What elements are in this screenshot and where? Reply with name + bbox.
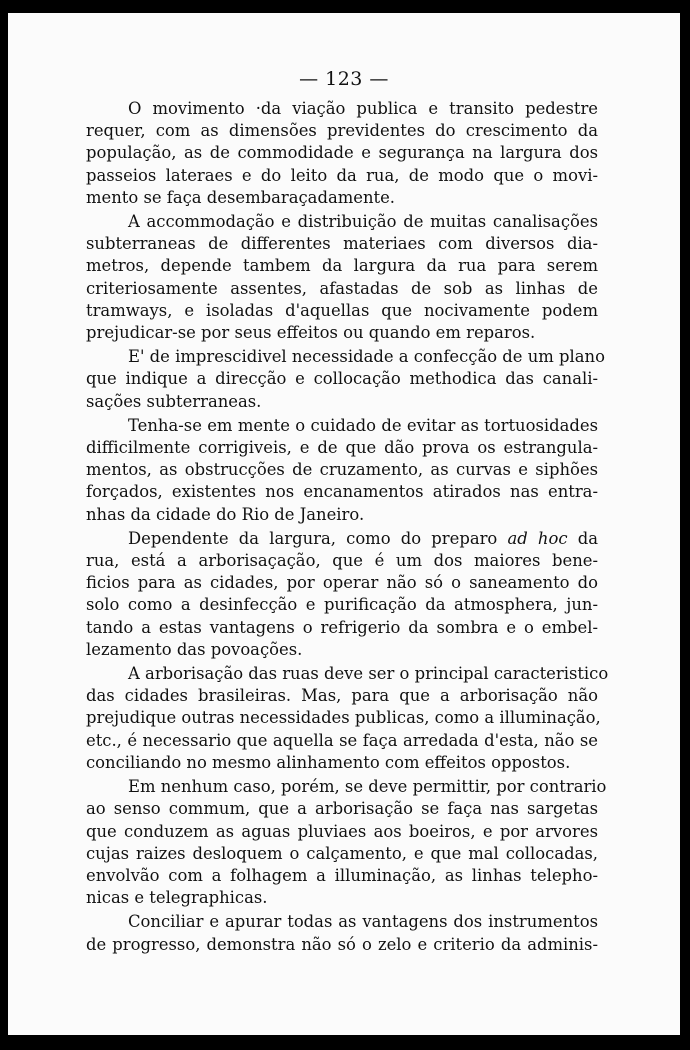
text-line: E' de imprescidivel necessidade a confecção de um plano	[128, 347, 605, 367]
text-line: população, as de commodidade e segurança na largura dos	[86, 143, 598, 163]
text-line: ao senso commum, que a arborisação se faça nas sargetas	[86, 799, 598, 819]
text-line: das cidades brasileiras. Mas, para que a arborisação não	[86, 686, 598, 706]
text-line: Tenha-se em mente o cuidado de evitar as tortuosidades	[128, 415, 598, 435]
text-line: conciliando no mesmo alinhamento com effeitos oppostos.	[86, 752, 571, 772]
paragraph-3	[86, 346, 605, 413]
text-line: Em nenhum caso, porém, se deve permittir, por contrario	[128, 777, 607, 797]
text-line: forçados, existentes nos encanamentos atirados nas entra-	[86, 482, 598, 502]
text-line: prejudicar-se por seus effeitos ou quando em reparos.	[86, 323, 536, 343]
text-line: A arborisação das ruas deve ser o principal caracteristico	[128, 664, 609, 684]
text-line: metros, depende tambem da largura da rua para serem	[86, 256, 598, 276]
text-line: tando a estas vantagens o refrigerio da sombra e o embel-	[86, 617, 598, 637]
paragraph-5	[86, 528, 598, 661]
text-line: solo como a desinfecção e purificação da atmosphera, jun-	[86, 595, 598, 615]
paragraph-7	[86, 776, 607, 909]
text-line: nhas da cidade do Rio de Janeiro.	[86, 504, 365, 524]
text-segment: Dependente da largura, como do preparo	[128, 528, 508, 548]
paragraph-2	[86, 211, 598, 344]
text-line: passeios lateraes e do leito da rua, de modo que o movi-	[86, 165, 598, 185]
text-line: que conduzem as aguas pluviaes aos boeiros, e por arvores	[86, 821, 598, 841]
text-line	[86, 528, 598, 550]
text-line: requer, com as dimensões previdentes do crescimento da	[86, 121, 598, 141]
text-line: envolvão com a folhagem a illuminação, as linhas telepho-	[86, 865, 598, 885]
text-line: etc., é necessario que aquella se faça arredada d'esta, não se	[86, 730, 598, 750]
text-line: sações subterraneas.	[86, 391, 262, 411]
italic-phrase: ad hoc	[507, 528, 568, 548]
text-line: A accommodação e distribuição de muitas canalisações	[128, 212, 598, 232]
page-number: — 123 —	[299, 68, 389, 90]
text-line: de progresso, demonstra não só o zelo e criterio da adminis-	[86, 934, 598, 954]
text-line: difficilmente corrigiveis, e de que dão prova os estrangula-	[86, 438, 598, 458]
paragraph-6	[86, 663, 609, 774]
text-line: rua, está a arborisaçação, que é um dos maiores bene-	[86, 551, 598, 571]
paragraph-4	[86, 415, 598, 526]
text-line: mento se faça desembaraçadamente.	[86, 187, 396, 207]
text-line: mentos, as obstrucções de cruzamento, as curvas e siphões	[86, 460, 598, 480]
paragraph-1	[86, 98, 598, 209]
text-line: tramways, e isoladas d'aquellas que nocivamente podem	[86, 300, 598, 320]
text-line: prejudique outras necessidades publicas, como a illuminação,	[86, 708, 601, 728]
document-page	[8, 13, 680, 1035]
text-line: cujas raizes desloquem o calçamento, e que mal collocadas,	[86, 843, 598, 863]
text-line: subterraneas de differentes materiaes com diversos dia-	[86, 234, 598, 254]
text-line: nicas e telegraphicas.	[86, 888, 268, 908]
text-line: lezamento das povoações.	[86, 639, 303, 659]
text-line: ficios para as cidades, por operar não só o saneamento do	[86, 573, 598, 593]
text-line: Conciliar e apurar todas as vantagens dos instrumentos	[128, 912, 598, 932]
paragraph-8	[86, 911, 598, 955]
text-segment: da	[567, 528, 598, 548]
text-line: O movimento ·da viação publica e transito pedestre	[128, 99, 598, 118]
text-line: que indique a direcção e collocação methodica das canali-	[86, 369, 598, 389]
body-text	[86, 98, 609, 958]
text-line: criteriosamente assentes, afastadas de sob as linhas de	[86, 278, 598, 298]
